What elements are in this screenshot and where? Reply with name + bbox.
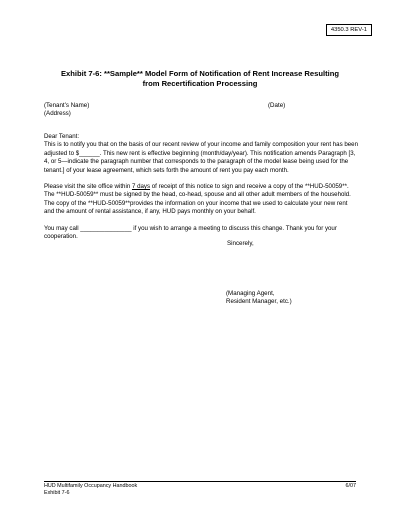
page-footer xyxy=(44,483,356,497)
letter-body xyxy=(44,133,358,249)
paragraph-site-visit-end: of receipt of this notice to sign and receive a copy of the **HUD-50059**. The **HUD-50059** must be signed by the head, co-head, spouse and all other adult members of the household. The copy of the **HUD-50059**provides the information on your income that we used to calculate your new rent and the amount of rental assistance, if any, HUD pays monthly on your behalf. xyxy=(44,183,351,216)
days-underlined: 7 days xyxy=(131,183,151,191)
signature-block xyxy=(226,290,292,307)
footer-exhibit-number: Exhibit 7-6 xyxy=(44,490,70,496)
footer-handbook-name: HUD Multifamily Occupancy Handbook xyxy=(44,483,138,489)
paragraph-site-visit xyxy=(44,183,358,217)
paragraph-site-visit-start: Please visit the site office within xyxy=(44,183,132,191)
exhibit-title-line2: from Recertification Processing xyxy=(142,79,258,88)
exhibit-title xyxy=(38,69,362,89)
paragraph-contact: You may call _______________ if you wish to arrange a meeting to discuss this change. Thank you for your cooperation. xyxy=(44,224,337,241)
tenant-name-placeholder: (Tenant’s Name) xyxy=(44,102,90,109)
footer-date: 6/07 xyxy=(345,483,356,489)
footer-divider xyxy=(44,481,356,482)
signature-line1: (Managing Agent, xyxy=(226,290,275,297)
exhibit-title-line1: Exhibit 7-6: **Sample** Model Form of Notification of Rent Increase Resulting xyxy=(60,69,340,78)
tenant-block xyxy=(44,102,356,119)
date-placeholder: (Date) xyxy=(268,102,286,109)
signature-line2: Resident Manager, etc.) xyxy=(226,298,292,306)
tenant-address-placeholder: (Address) xyxy=(44,110,71,118)
paragraph-rent-adjustment: This is to notify you that on the basis of our recent review of your income and family composition your rent has been adjusted to $______. This new rent is effective beginning (month/day/year). This notification amends Paragraph [3, 4, or 5—indicate the paragraph number that corresponds to the paragraph of the model lease being used for the tenant.] of your lease agreement, which sets forth the amount of rent you pay each month. xyxy=(44,141,359,174)
salutation: Dear Tenant: xyxy=(44,133,80,140)
closing-sincerely: Sincerely, xyxy=(227,240,254,247)
document-id-box: 4350.3 REV-1 xyxy=(326,24,372,36)
